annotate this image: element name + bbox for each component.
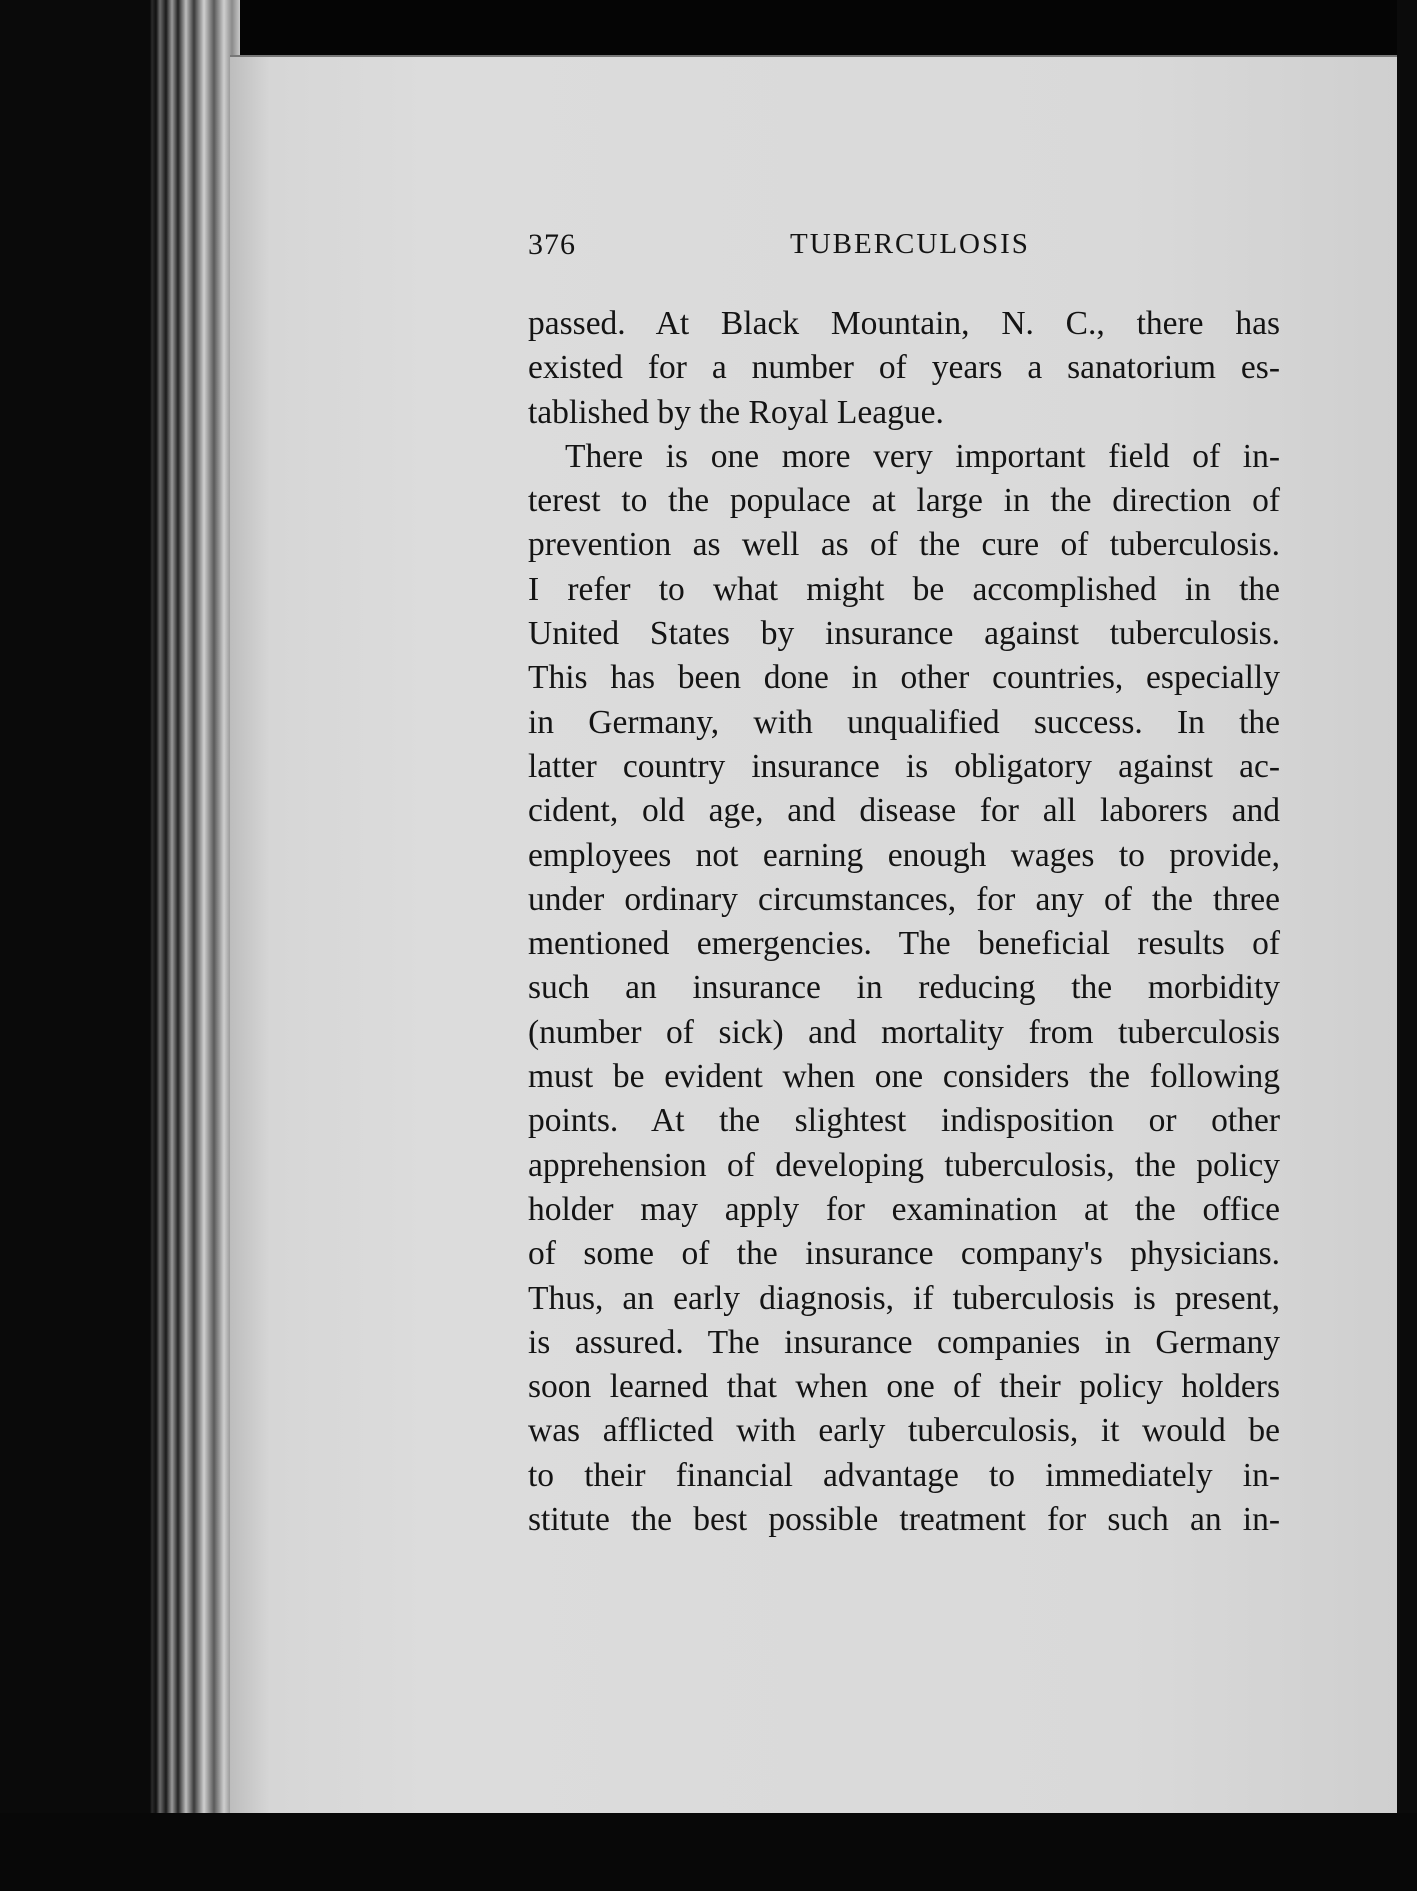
text-line: apprehension of developing tuberculosis, the policy	[528, 1146, 1280, 1184]
text-line: to their financial advantage to immediately in-	[528, 1456, 1280, 1494]
text-line: passed. At Black Mountain, N. C., there has	[528, 305, 1280, 342]
running-head	[528, 228, 1288, 272]
text-line: This has been done in other countries, especially	[528, 659, 1280, 697]
text-line: employees not earning enough wages to provide,	[528, 836, 1280, 874]
text-line: stitute the best possible treatment for such an in-	[528, 1501, 1280, 1539]
running-title: TUBERCULOSIS	[790, 228, 1030, 260]
text-line: soon learned that when one of their policy holders	[528, 1368, 1280, 1406]
text-line: existed for a number of years a sanatorium es-	[528, 349, 1280, 387]
text-line: was afflicted with early tuberculosis, it would be	[528, 1412, 1280, 1450]
text-line: such an insurance in reducing the morbidity	[528, 969, 1280, 1007]
text-line: terest to the populace at large in the direction of	[528, 482, 1280, 520]
text-line: mentioned emergencies. The beneficial results of	[528, 925, 1280, 963]
text-line: must be evident when one considers the following	[528, 1058, 1280, 1096]
book-spine	[0, 0, 240, 1891]
scan-right-edge	[1397, 0, 1417, 1891]
text-line: There is one more very important field of in-	[565, 437, 1280, 475]
scan-bottom-edge	[0, 1813, 1417, 1891]
text-line: United States by insurance against tuberculosis.	[528, 615, 1280, 653]
text-line: in Germany, with unqualified success. In the	[528, 703, 1280, 741]
text-line: cident, old age, and disease for all laborers and	[528, 792, 1280, 830]
text-line: Thus, an early diagnosis, if tuberculosis is present,	[528, 1279, 1280, 1317]
text-line: points. At the slightest indisposition or other	[528, 1102, 1280, 1140]
text-line: (number of sick) and mortality from tuberculosis	[528, 1013, 1280, 1051]
text-line: of some of the insurance company's physicians.	[528, 1235, 1280, 1273]
text-line: tablished by the Royal League.	[528, 393, 944, 431]
body-text	[528, 302, 1280, 1542]
text-line: prevention as well as of the cure of tuberculosis.	[528, 526, 1280, 564]
text-line: latter country insurance is obligatory against ac-	[528, 747, 1280, 785]
page-number: 376	[528, 228, 576, 261]
text-line: holder may apply for examination at the office	[528, 1190, 1280, 1228]
text-line: under ordinary circumstances, for any of the three	[528, 880, 1280, 918]
text-line: I refer to what might be accomplished in the	[528, 570, 1280, 608]
text-line: is assured. The insurance companies in Germany	[528, 1323, 1280, 1361]
